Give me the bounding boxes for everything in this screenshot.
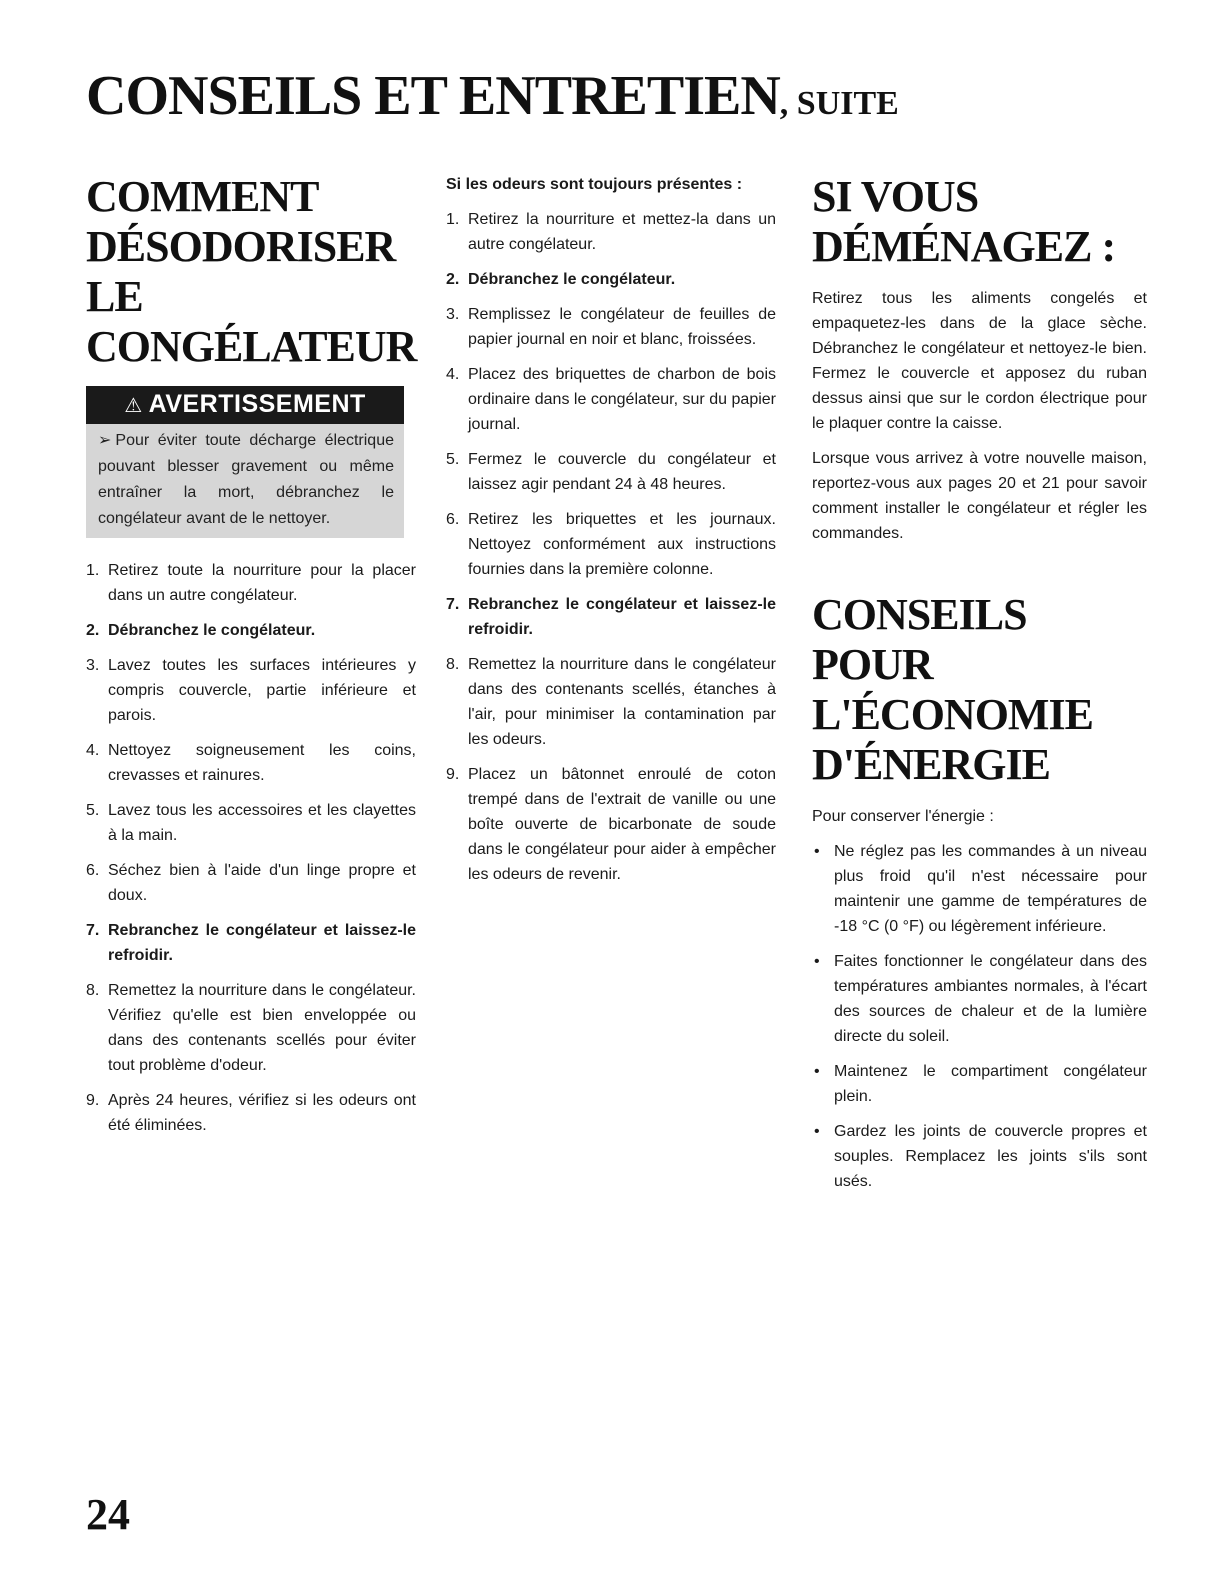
list-item [86,558,416,608]
column-deodorize [86,172,416,1148]
section-title-line2: D'ÉNERGIE [812,740,1050,789]
deodorize-steps [86,558,416,1138]
section-title-line1: COMMENT DÉSODORISER LE [86,172,396,321]
step-number: 3. [86,657,100,674]
step-number: 6. [446,511,460,528]
step-text: Retirez les briquettes et les journaux. Nettoyez conformément aux instructions fournies dans la première colonne. [468,511,776,578]
odor-steps [446,207,776,887]
step-number: 1. [446,211,460,228]
list-item [86,798,416,848]
step-text: Placez un bâtonnet enroulé de coton trempé dans de l'extrait de vanille ou une boîte ouverte de bicarbonate de soude dans le congélateur pour aider à empêcher les odeurs de revenir. [468,766,776,883]
step-text: Remettez la nourriture dans le congélateur dans des contenants scellés, étanches à l'air, pour minimiser la contamination par les odeurs. [468,656,776,748]
step-number: 8. [446,656,460,673]
step-number: 7. [86,922,100,939]
tip-text: Ne réglez pas les commandes à un niveau plus froid qu'il n'est nécessaire pour maintenir une gamme de températures de -18 °C (0 °F) ou légèrement inférieure. [834,843,1147,935]
warning-header-label: AVERTISSEMENT [148,390,366,418]
list-item [812,1119,1147,1194]
bullet-icon: • [814,843,820,860]
step-number: 4. [446,366,460,383]
step-number: 4. [86,742,100,759]
energy-intro: Pour conserver l'énergie : [812,808,994,825]
step-number: 2. [86,622,100,639]
step-text: Lavez toutes les surfaces intérieures y compris couvercle, partie inférieure et parois. [108,657,416,724]
tip-text: Faites fonctionner le congélateur dans des températures ambiantes normales, à l'écart des sources de chaleur et de la lumière directe du soleil. [834,953,1147,1045]
list-item [86,858,416,908]
step-number: 9. [86,1092,100,1109]
step-text: Débranchez le congélateur. [468,271,676,288]
warning-body [86,424,404,538]
list-item [812,839,1147,939]
energy-tips [812,839,1147,1194]
step-text: Après 24 heures, vérifiez si les odeurs ont été éliminées. [108,1092,416,1134]
step-text: Lavez tous les accessoires et les clayettes à la main. [108,802,416,844]
step-number: 5. [86,802,100,819]
step-number: 8. [86,982,100,999]
moving-paragraph-2: Lorsque vous arrivez à votre nouvelle maison, reportez-vous aux pages 20 et 21 pour savoir comment installer le congélateur et régler les commandes. [812,450,1147,542]
arrow-bullet-icon: ➢ [98,432,112,449]
list-item [446,207,776,257]
list-item [446,267,776,292]
list-item [86,1088,416,1138]
odors-subhead: Si les odeurs sont toujours présentes : [446,176,743,193]
section-title-line1: CONSEILS POUR L'ÉCONOMIE [812,590,1093,739]
section-title-line2: CONGÉLATEUR [86,322,417,371]
step-text: Rebranchez le congélateur et laissez-le refroidir. [468,596,776,638]
column-moving-energy [812,172,1147,1204]
column-odors-persist [446,172,776,897]
page-title-main: CONSEILS ET ENTRETIEN [86,65,780,127]
section-title-energy [812,590,1147,790]
step-number: 3. [446,306,460,323]
list-item [446,362,776,437]
list-item [446,302,776,352]
page-number: 24 [86,1490,130,1539]
list-item [86,738,416,788]
bullet-icon: • [814,1123,820,1140]
list-item [86,618,416,643]
step-number: 6. [86,862,100,879]
step-number: 7. [446,596,460,613]
step-text: Retirez toute la nourriture pour la placer dans un autre congélateur. [108,562,416,604]
step-text: Remplissez le congélateur de feuilles de papier journal en noir et blanc, froissées. [468,306,776,348]
step-number: 5. [446,451,460,468]
list-item [812,1059,1147,1109]
list-item [446,652,776,752]
bullet-icon: • [814,953,820,970]
page-title [86,66,899,134]
list-item [446,507,776,582]
list-item [86,918,416,968]
list-item [86,978,416,1078]
warning-header [86,386,404,424]
step-text: Rebranchez le congélateur et laissez-le refroidir. [108,922,416,964]
list-item [446,447,776,497]
moving-paragraph-1: Retirez tous les aliments congelés et empaquetez-les dans de la glace sèche. Débranchez le congélateur et nettoyez-le bien. Fermez le couvercle et apposez du ruban dessus ainsi que sur le cordon électrique pour le plaquer contre la caisse. [812,290,1147,432]
list-item [812,949,1147,1049]
page-title-suffix: , SUITE [779,85,899,122]
step-text: Placez des briquettes de charbon de bois ordinaire dans le congélateur, sur du papier journal. [468,366,776,433]
list-item [446,592,776,642]
section-title-moving: SI VOUS DÉMÉNAGEZ : [812,172,1116,271]
step-number: 9. [446,766,460,783]
tip-text: Gardez les joints de couvercle propres et souples. Remplacez les joints s'ils sont usés. [834,1123,1147,1190]
step-text: Retirez la nourriture et mettez-la dans un autre congélateur. [468,211,776,253]
list-item [86,653,416,728]
warning-text: Pour éviter toute décharge électrique pouvant blesser gravement ou même entraîner la mort, débranchez le congélateur avant de le nettoyer. [98,432,394,527]
step-text: Remettez la nourriture dans le congélateur. Vérifiez qu'elle est bien enveloppée ou dans des contenants scellés pour éviter tout problème d'odeur. [108,982,416,1074]
step-text: Fermez le couvercle du congélateur et laissez agir pendant 24 à 48 heures. [468,451,776,493]
step-text: Débranchez le congélateur. [108,622,316,639]
tip-text: Maintenez le compartiment congélateur plein. [834,1063,1147,1105]
section-title-deodorize [86,172,416,372]
step-number: 1. [86,562,100,579]
step-text: Séchez bien à l'aide d'un linge propre et doux. [108,862,416,904]
step-number: 2. [446,271,460,288]
list-item [446,762,776,887]
warning-triangle-icon: ⚠ [124,395,143,417]
warning-box [86,386,404,538]
bullet-icon: • [814,1063,820,1080]
step-text: Nettoyez soigneusement les coins, crevasses et rainures. [108,742,416,784]
